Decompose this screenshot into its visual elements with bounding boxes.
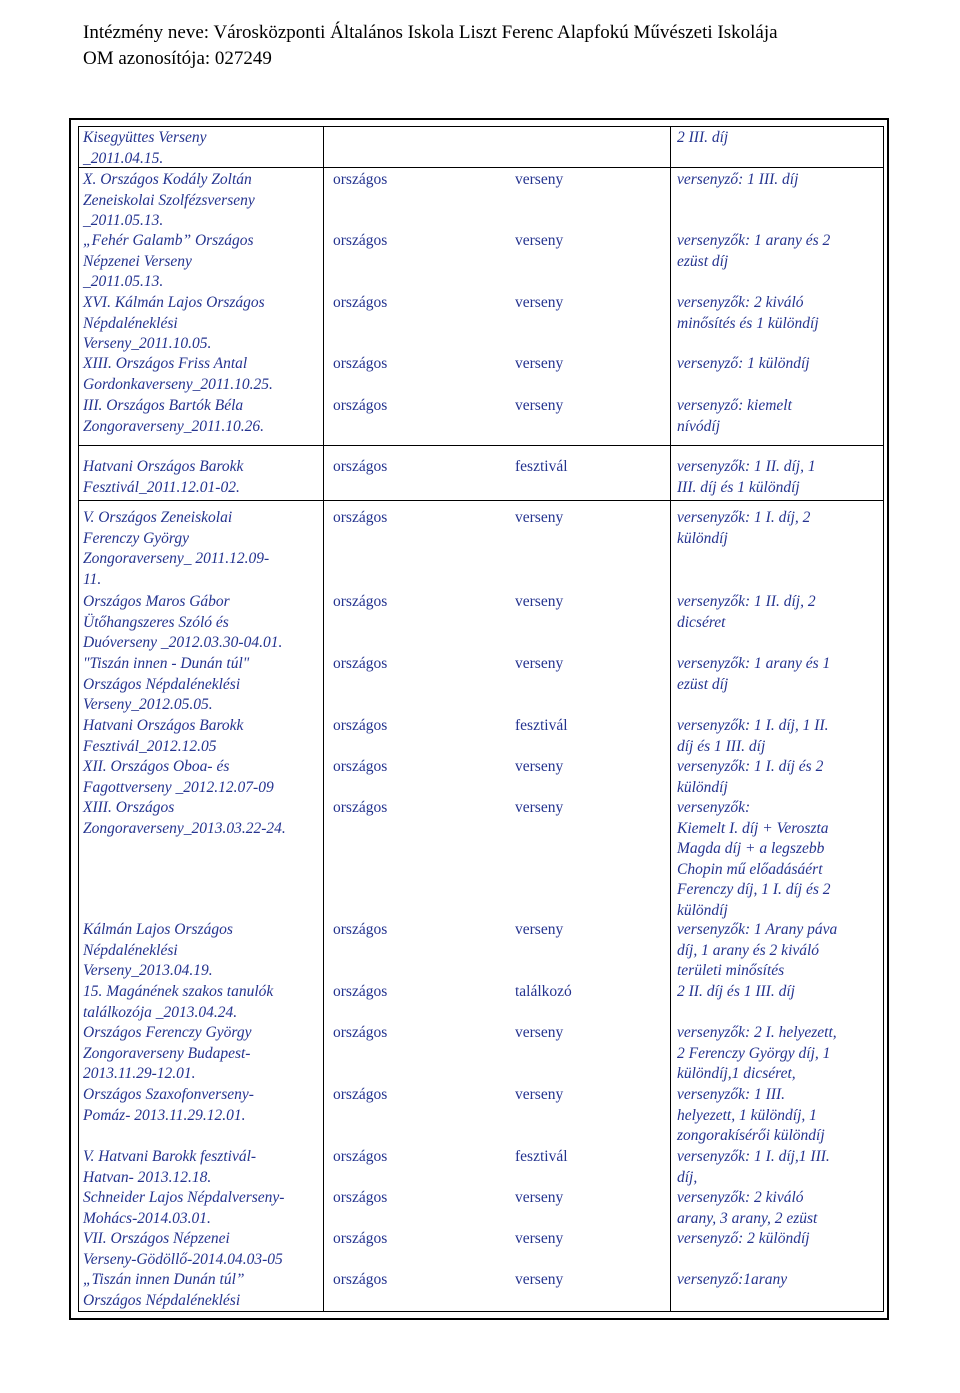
row-event-name: XIII. Országos Zongoraverseny_2013.03.22-24. bbox=[83, 799, 286, 837]
column-divider bbox=[323, 126, 324, 1312]
row-event-name: „Tiszán innen Dunán túl” Országos Népdaléneklési bbox=[83, 1271, 245, 1309]
row-event-name: Országos Maros Gábor Ütőhangszeres Szóló és Duóverseny _2012.03.30-04.01. bbox=[83, 593, 283, 651]
row-result: versenyzők: 1 II. díj, 1 III. díj és 1 különdíj bbox=[677, 458, 816, 496]
row-type: verseny bbox=[515, 758, 564, 775]
row-type: verseny bbox=[515, 593, 564, 610]
row-level: országos bbox=[333, 983, 388, 1000]
row-event-name: XIII. Országos Friss Antal Gordonkaverseny_2011.10.25. bbox=[83, 355, 273, 393]
row-event-name: III. Országos Bartók Béla Zongoraverseny_2011.10.26. bbox=[83, 397, 264, 435]
row-event-name: Hatvani Országos Barokk Fesztivál_2012.12.05 bbox=[83, 717, 244, 755]
row-result: versenyzők: 1 II. díj, 2 dicséret bbox=[677, 593, 816, 631]
row-event-name: V. Hatvani Barokk fesztivál- Hatvan- 2013.12.18. bbox=[83, 1148, 257, 1186]
row-event-name: Kálmán Lajos Országos Népdaléneklési Verseny_2013.04.19. bbox=[83, 921, 233, 979]
row-divider bbox=[78, 445, 884, 446]
row-type: verseny bbox=[515, 1230, 564, 1247]
row-type: verseny bbox=[515, 509, 564, 526]
row-level: országos bbox=[333, 1230, 388, 1247]
row-level: országos bbox=[333, 758, 388, 775]
row-event-name: X. Országos Kodály Zoltán Zeneiskolai Szolfézsverseny _2011.05.13. bbox=[83, 171, 255, 229]
row-result: versenyzők: 2 kiváló arany, 3 arany, 2 ezüst bbox=[677, 1189, 818, 1227]
row-event-name: Országos Szaxofonverseny- Pomáz- 2013.11.29.12.01. bbox=[83, 1086, 254, 1124]
row-result: versenyző: kiemelt nívódíj bbox=[677, 397, 792, 435]
row-level: országos bbox=[333, 1086, 388, 1103]
row-type: verseny bbox=[515, 799, 564, 816]
row-result: versenyzők: 1 I. díj,1 III. díj, bbox=[677, 1148, 830, 1186]
column-divider bbox=[670, 126, 671, 1312]
row-level: országos bbox=[333, 458, 388, 475]
row-result: versenyző: 2 különdíj bbox=[677, 1230, 810, 1247]
row-level: országos bbox=[333, 1189, 388, 1206]
row-type: találkozó bbox=[515, 983, 572, 1000]
row-level: országos bbox=[333, 232, 388, 249]
row-type: verseny bbox=[515, 397, 564, 414]
row-event-name: V. Országos Zeneiskolai Ferenczy György Zongoraverseny_ 2011.12.09- 11. bbox=[83, 509, 270, 588]
row-event-name: Schneider Lajos Népdalverseny- Mohács-2014.03.01. bbox=[83, 1189, 285, 1227]
row-result: versenyzők: 1 I. díj és 2 különdíj bbox=[677, 758, 824, 796]
row-result: versenyző:1arany bbox=[677, 1271, 788, 1288]
row-type: verseny bbox=[515, 171, 564, 188]
row-type: fesztivál bbox=[515, 1148, 568, 1165]
row-result: versenyzők: 1 I. díj, 2 különdíj bbox=[677, 509, 811, 547]
row-type: verseny bbox=[515, 1086, 564, 1103]
row-result: versenyzők: 2 kiváló minősítés és 1 különdíj bbox=[677, 294, 819, 332]
row-event-name: XVI. Kálmán Lajos Országos Népdaléneklési Verseny_2011.10.05. bbox=[83, 294, 265, 352]
row-level: országos bbox=[333, 799, 388, 816]
row-result: 2 III. díj bbox=[677, 129, 729, 146]
row-type: verseny bbox=[515, 655, 564, 672]
institution-name: Intézmény neve: Városközponti Általános Iskola Liszt Ferenc Alapfokú Művészeti Iskolája bbox=[83, 22, 778, 43]
row-type: fesztivál bbox=[515, 717, 568, 734]
om-identifier: OM azonosítója: 027249 bbox=[83, 48, 272, 69]
row-level: országos bbox=[333, 171, 388, 188]
row-level: országos bbox=[333, 294, 388, 311]
row-result: versenyzők: 1 III. helyezett, 1 különdíj, 1 zongorakísérői különdíj bbox=[677, 1086, 825, 1144]
row-level: országos bbox=[333, 593, 388, 610]
row-event-name: "Tiszán innen - Dunán túl" Országos Népdaléneklési Verseny_2012.05.05. bbox=[83, 655, 250, 713]
row-result: versenyző: 1 különdíj bbox=[677, 355, 810, 372]
row-event-name: XII. Országos Oboa- és Fagottverseny _2012.12.07-09 bbox=[83, 758, 274, 796]
row-level: országos bbox=[333, 655, 388, 672]
row-level: országos bbox=[333, 1148, 388, 1165]
row-result: versenyzők: 1 arany és 2 ezüst díj bbox=[677, 232, 831, 270]
row-result: versenyző: 1 III. díj bbox=[677, 171, 799, 188]
row-result: versenyzők: 1 Arany páva díj, 1 arany és 2 kiváló területi minősítés bbox=[677, 921, 838, 979]
row-event-name: VII. Országos Népzenei Verseny-Gödöllő-2014.04.03-05 bbox=[83, 1230, 283, 1268]
row-result: versenyzők: 1 arany és 1 ezüst díj bbox=[677, 655, 831, 693]
row-result: versenyzők: 2 I. helyezett, 2 Ferenczy György díj, 1 különdíj,1 dicséret, bbox=[677, 1024, 837, 1082]
row-result: versenyzők: 1 I. díj, 1 II. díj és 1 III. díj bbox=[677, 717, 829, 755]
row-level: országos bbox=[333, 1271, 388, 1288]
row-event-name: Kisegyüttes Verseny _2011.04.15. bbox=[83, 129, 207, 167]
row-result: 2 II. díj és 1 III. díj bbox=[677, 983, 795, 1000]
row-type: verseny bbox=[515, 1271, 564, 1288]
row-divider bbox=[78, 500, 884, 501]
row-type: fesztivál bbox=[515, 458, 568, 475]
row-event-name: Országos Ferenczy György Zongoraverseny Budapest- 2013.11.29-12.01. bbox=[83, 1024, 252, 1082]
row-event-name: Hatvani Országos Barokk Fesztivál_2011.12.01-02. bbox=[83, 458, 244, 496]
row-level: országos bbox=[333, 355, 388, 372]
row-type: verseny bbox=[515, 355, 564, 372]
row-event-name: „Fehér Galamb” Országos Népzenei Verseny _2011.05.13. bbox=[83, 232, 254, 290]
row-type: verseny bbox=[515, 232, 564, 249]
row-level: országos bbox=[333, 921, 388, 938]
row-event-name: 15. Magánének szakos tanulók találkozója _2013.04.24. bbox=[83, 983, 274, 1021]
page-header bbox=[83, 20, 778, 72]
row-type: verseny bbox=[515, 294, 564, 311]
row-level: országos bbox=[333, 717, 388, 734]
row-type: verseny bbox=[515, 921, 564, 938]
row-level: országos bbox=[333, 509, 388, 526]
row-level: országos bbox=[333, 397, 388, 414]
row-result: versenyzők: Kiemelt I. díj + Veroszta Magda díj + a legszebb Chopin mű előadásáért Ferenczy díj, 1 I. díj és 2 különdíj bbox=[677, 799, 831, 919]
row-level: országos bbox=[333, 1024, 388, 1041]
row-type: verseny bbox=[515, 1189, 564, 1206]
row-type: verseny bbox=[515, 1024, 564, 1041]
